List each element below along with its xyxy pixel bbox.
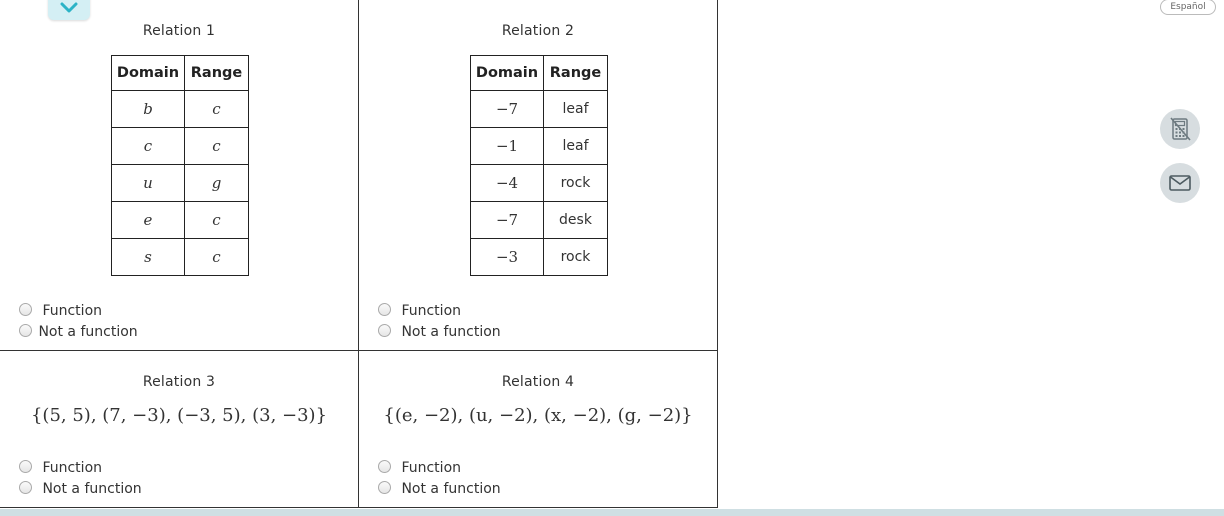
radio-button[interactable] <box>378 324 391 337</box>
relation-title: Relation 2 <box>501 23 575 39</box>
option-function[interactable] <box>378 460 461 476</box>
range-cell: rock <box>544 239 608 276</box>
option-label: Not a function <box>42 481 142 497</box>
message-button[interactable] <box>1160 163 1200 203</box>
mail-icon <box>1168 171 1192 195</box>
range-cell: leaf <box>544 128 608 165</box>
range-cell: leaf <box>544 91 608 128</box>
option-function[interactable] <box>19 460 102 476</box>
relation-set: {(e, −2), (u, −2), (x, −2), (g, −2)} <box>383 405 693 426</box>
option-not-a-function[interactable] <box>19 324 138 340</box>
relation-title: Relation 3 <box>142 374 216 390</box>
relation-title: Relation 4 <box>501 374 575 390</box>
radio-button[interactable] <box>19 460 32 473</box>
option-label: Function <box>42 460 103 476</box>
relation-2-panel <box>359 0 717 350</box>
domain-cell: b <box>112 91 185 128</box>
relation-3-panel <box>0 351 358 507</box>
range-cell: g <box>185 165 249 202</box>
radio-button[interactable] <box>19 324 32 337</box>
domain-cell: u <box>112 165 185 202</box>
option-label: Not a function <box>401 324 501 340</box>
option-label: Function <box>401 303 462 319</box>
language-toggle-button[interactable]: Español <box>1160 0 1216 15</box>
option-label: Function <box>42 303 103 319</box>
range-cell: rock <box>544 165 608 202</box>
radio-button[interactable] <box>19 481 32 494</box>
option-not-a-function[interactable] <box>19 481 142 497</box>
relation-set: {(5, 5), (7, −3), (−3, 5), (3, −3)} <box>30 405 328 426</box>
domain-cell: −4 <box>471 165 544 202</box>
domain-cell: −3 <box>471 239 544 276</box>
range-cell: c <box>185 91 249 128</box>
option-label: Function <box>401 460 462 476</box>
domain-cell: −7 <box>471 202 544 239</box>
domain-header: Domain <box>471 56 544 91</box>
relation-title: Relation 1 <box>142 23 216 39</box>
range-cell: desk <box>544 202 608 239</box>
option-function[interactable] <box>378 303 461 319</box>
domain-cell: −7 <box>471 91 544 128</box>
range-cell: c <box>185 239 249 276</box>
range-header: Range <box>544 56 608 91</box>
relation-4-panel <box>359 351 717 507</box>
option-label: Not a function <box>38 324 138 340</box>
option-label: Not a function <box>401 481 501 497</box>
option-not-a-function[interactable] <box>378 324 501 340</box>
relation-1-table <box>111 55 249 276</box>
domain-cell: −1 <box>471 128 544 165</box>
range-cell: c <box>185 202 249 239</box>
radio-button[interactable] <box>378 460 391 473</box>
relation-1-panel <box>0 0 358 350</box>
radio-button[interactable] <box>378 303 391 316</box>
radio-button[interactable] <box>378 481 391 494</box>
radio-button[interactable] <box>19 303 32 316</box>
domain-cell: s <box>112 239 185 276</box>
range-header: Range <box>185 56 249 91</box>
divider-bottom <box>0 507 718 508</box>
divider-right <box>717 0 718 508</box>
option-not-a-function[interactable] <box>378 481 501 497</box>
range-cell: c <box>185 128 249 165</box>
option-function[interactable] <box>19 303 102 319</box>
calculator-button[interactable] <box>1160 109 1200 149</box>
domain-header: Domain <box>112 56 185 91</box>
relation-2-table <box>470 55 608 276</box>
domain-cell: c <box>112 128 185 165</box>
domain-cell: e <box>112 202 185 239</box>
bottom-scrollbar[interactable] <box>0 509 1224 516</box>
calculator-icon <box>1168 117 1192 141</box>
